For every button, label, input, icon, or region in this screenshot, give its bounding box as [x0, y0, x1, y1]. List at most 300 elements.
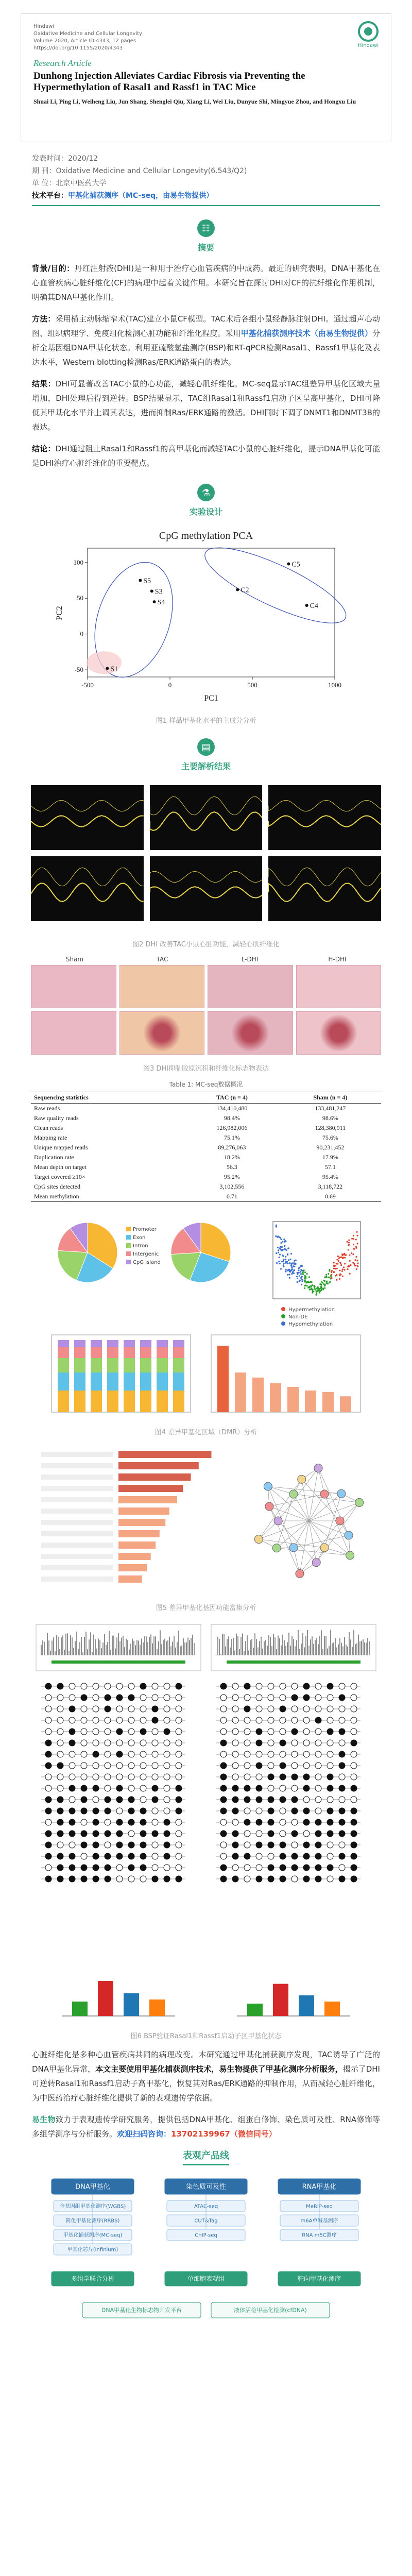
cpg-site — [351, 1842, 357, 1848]
pca-xtick-label: -500 — [81, 681, 94, 689]
cpg-site — [176, 1762, 182, 1769]
cpg-site — [256, 1762, 262, 1769]
pca-title: CpG methylation PCA — [159, 530, 253, 541]
cpg-site — [232, 1831, 238, 1837]
cpg-site — [152, 1785, 158, 1791]
volcano-point — [299, 1275, 300, 1277]
stacked-bar-segment — [140, 1340, 151, 1347]
cpg-site — [280, 1865, 286, 1871]
product-label: ChIP-seq — [195, 2232, 217, 2239]
cpg-site — [105, 1808, 111, 1814]
cpg-site — [339, 1740, 345, 1746]
volcano-point — [350, 1264, 351, 1266]
volcano-point — [276, 1225, 277, 1226]
cpg-site — [105, 1751, 111, 1757]
network-node — [345, 1531, 353, 1539]
stacked-bar-segment — [74, 1372, 85, 1391]
volcano-point — [312, 1292, 313, 1293]
stacked-bar-segment — [124, 1347, 135, 1358]
stacked-bar-segment — [58, 1347, 69, 1358]
volcano-point — [351, 1252, 352, 1254]
cpg-site — [244, 1762, 250, 1769]
volcano-point — [317, 1291, 318, 1292]
cpg-site — [105, 1706, 111, 1712]
volcano-point — [348, 1242, 350, 1243]
stacked-bar-segment — [157, 1391, 168, 1412]
cpg-site — [164, 1774, 170, 1780]
volcano-point — [342, 1268, 344, 1270]
cpg-site — [116, 1706, 123, 1712]
cpg-site — [93, 1842, 99, 1848]
cpg-site — [303, 1683, 310, 1689]
enrichment-term — [41, 1554, 113, 1559]
bsp-bar — [149, 1999, 165, 2016]
cpg-site — [45, 1694, 52, 1701]
volcano-point — [281, 1261, 283, 1262]
cpg-site — [45, 1842, 52, 1848]
cpg-site — [220, 1751, 227, 1757]
enrichment-bar — [118, 1462, 199, 1469]
cpg-site — [140, 1762, 146, 1769]
table-row — [31, 1172, 381, 1182]
paper-header — [21, 13, 391, 142]
cpg-site — [232, 1740, 238, 1746]
cpg-site — [140, 1785, 146, 1791]
cpg-site — [105, 1865, 111, 1871]
volcano-point — [297, 1281, 298, 1283]
cpg-site — [105, 1819, 111, 1825]
table-row — [31, 1153, 381, 1162]
cpg-site — [232, 1853, 238, 1859]
meta-journal-label: 期 刊： — [32, 167, 56, 175]
cpg-site — [57, 1762, 63, 1769]
cpg-site — [105, 1774, 111, 1780]
pca-ytick-label: 100 — [73, 558, 83, 566]
cpg-site — [268, 1785, 274, 1791]
volcano-point — [355, 1256, 357, 1258]
cpg-site — [339, 1842, 345, 1848]
cpg-site — [164, 1808, 170, 1814]
dmr-figure — [31, 1211, 381, 1422]
volcano-point — [331, 1274, 332, 1275]
bsp-bar — [72, 2002, 88, 2016]
cpg-site — [220, 1683, 227, 1689]
cpg-site — [57, 1842, 63, 1848]
cpg-site — [244, 1819, 250, 1825]
enrichment-term — [41, 1577, 113, 1582]
cpg-site — [105, 1785, 111, 1791]
cpg-site — [327, 1865, 333, 1871]
table-cell: Raw quality reads — [34, 1114, 79, 1122]
cpg-site — [303, 1876, 310, 1882]
stacked-bar-segment — [107, 1358, 118, 1372]
cpg-site — [69, 1842, 75, 1848]
network-node — [265, 1502, 273, 1511]
table-row — [31, 1123, 381, 1133]
volcano-point — [286, 1249, 287, 1251]
pca-ytick-label: 0 — [80, 630, 83, 638]
table-cell: 95.2% — [224, 1173, 240, 1180]
cpg-site — [339, 1785, 345, 1791]
cpg-site — [140, 1865, 146, 1871]
cpg-site — [128, 1853, 134, 1859]
cpg-site — [57, 1728, 63, 1735]
table-header-cell: TAC (n = 4) — [216, 1094, 248, 1101]
enrichment-bar — [118, 1541, 156, 1549]
volcano-point — [339, 1273, 341, 1275]
table-cell: Target covered ≥10× — [34, 1173, 85, 1180]
volcano-point — [293, 1265, 294, 1267]
dmr-bar — [235, 1372, 246, 1412]
cpg-site — [81, 1740, 87, 1746]
cpg-site — [303, 1797, 310, 1803]
volcano-point — [329, 1269, 330, 1270]
abstract-result — [32, 377, 380, 434]
journal-line: Hindawi — [33, 24, 55, 29]
abstract-background — [32, 261, 380, 304]
histology-panel — [208, 965, 293, 1008]
table-cell: 17.9% — [322, 1154, 338, 1161]
cpg-site — [315, 1819, 321, 1825]
cpg-site — [69, 1728, 75, 1735]
cpg-site — [339, 1717, 345, 1723]
table-row — [31, 1113, 381, 1123]
volcano-point — [289, 1259, 291, 1260]
cpg-site — [351, 1865, 357, 1871]
volcano-legend-dot — [281, 1314, 285, 1318]
cpg-site — [303, 1706, 310, 1712]
volcano-point — [293, 1269, 295, 1270]
volcano-point — [287, 1247, 289, 1249]
pca-ytick-label: 50 — [77, 594, 83, 602]
volcano-point — [300, 1269, 302, 1270]
cpg-site — [176, 1683, 182, 1689]
volcano-point — [349, 1254, 350, 1256]
volcano-point — [300, 1273, 302, 1275]
volcano-point — [280, 1239, 282, 1240]
cpg-site — [339, 1728, 345, 1735]
cpg-site — [45, 1876, 52, 1882]
volcano-point — [322, 1289, 324, 1290]
cpg-site — [93, 1853, 99, 1859]
cpg-site — [315, 1694, 321, 1701]
cpg-site — [176, 1797, 182, 1803]
pca-point — [106, 667, 109, 670]
volcano-legend-dot — [281, 1307, 285, 1311]
meta-date-label: 发表时间： — [32, 155, 68, 163]
cpg-site — [327, 1740, 333, 1746]
echo-panel — [31, 856, 144, 921]
cpg-site — [81, 1774, 87, 1780]
network-edge — [318, 1468, 349, 1535]
cpg-site — [128, 1683, 134, 1689]
table-title: Table 1: MC-seq数据概况 — [169, 1081, 243, 1088]
meta-journal — [32, 165, 380, 177]
meta-tech — [32, 190, 380, 202]
cpg-site — [339, 1797, 345, 1803]
cpg-site — [280, 1842, 286, 1848]
cpg-site — [315, 1751, 321, 1757]
volcano-point — [285, 1270, 286, 1272]
cpg-site — [176, 1865, 182, 1871]
volcano-point — [285, 1256, 286, 1258]
service-text: 致力于表观遗传学研究服务，提供包括DNA甲基化、组蛋白修饰、染色质可及性、RNA修饰等多组学测序与分析服务。 — [32, 2115, 380, 2139]
pca-point-label: S3 — [154, 588, 163, 596]
cpg-site — [256, 1694, 262, 1701]
cpg-site — [351, 1831, 357, 1837]
cpg-site — [256, 1751, 262, 1757]
product-label: 甲基化捕获测序(MC-seq) — [63, 2232, 123, 2239]
cpg-site — [81, 1785, 87, 1791]
volcano-point — [299, 1267, 300, 1268]
cpg-site — [140, 1694, 146, 1701]
meta-journal-value: Oxidative Medicine and Cellular Longevity(6.543/Q2) — [56, 167, 247, 175]
cpg-site — [152, 1865, 158, 1871]
meta-org — [32, 177, 380, 190]
cpg-site — [232, 1717, 238, 1723]
table-cell: 90,231,452 — [316, 1144, 345, 1151]
cpg-site — [327, 1876, 333, 1882]
product-label: ATAC-seq — [194, 2204, 218, 2210]
volcano-point — [325, 1277, 327, 1278]
cpg-site — [280, 1797, 286, 1803]
volcano-point — [339, 1275, 340, 1276]
cpg-site — [140, 1853, 146, 1859]
cpg-site — [69, 1774, 75, 1780]
cpg-site — [351, 1785, 357, 1791]
cpg-site — [45, 1819, 52, 1825]
volcano-point — [356, 1231, 357, 1233]
cpg-site — [93, 1751, 99, 1757]
volcano-point — [324, 1284, 325, 1286]
volcano-point — [283, 1239, 285, 1240]
cpg-site — [232, 1819, 238, 1825]
cpg-site — [116, 1728, 123, 1735]
cpg-site — [244, 1717, 250, 1723]
volcano-point — [280, 1268, 282, 1269]
cpg-site — [128, 1819, 134, 1825]
volcano-point — [326, 1282, 328, 1283]
cpg-site — [303, 1694, 310, 1701]
volcano-legend-label: Hypermethylation — [288, 1307, 335, 1313]
stacked-bar-segment — [173, 1358, 184, 1372]
network-node — [336, 1517, 344, 1525]
volcano-point — [283, 1264, 284, 1266]
gene-model — [227, 1660, 360, 1664]
summary-highlight: 本文主要使用甲基化捕获测序技术，易生物提供了甲基化测序分析服务， — [95, 2064, 343, 2074]
cpg-site — [164, 1706, 170, 1712]
cpg-site — [280, 1853, 286, 1859]
table-cell: 133,481,247 — [315, 1105, 346, 1112]
volcano-point — [291, 1266, 293, 1268]
volcano-point — [312, 1290, 313, 1292]
volcano-point — [333, 1266, 335, 1267]
stacked-bar-segment — [124, 1358, 135, 1372]
cpg-site — [339, 1865, 345, 1871]
stacked-bar-segment — [91, 1358, 102, 1372]
cpg-site — [45, 1774, 52, 1780]
cpg-site — [164, 1683, 170, 1689]
volcano-point — [309, 1287, 311, 1289]
bsp-bar — [324, 2002, 340, 2016]
table-cell: 57.1 — [324, 1163, 336, 1171]
cpg-site — [164, 1762, 170, 1769]
stacked-bar-segment — [173, 1391, 184, 1412]
cpg-site — [303, 1785, 310, 1791]
cpg-site — [164, 1717, 170, 1723]
cpg-site — [232, 1683, 238, 1689]
volcano-point — [284, 1245, 285, 1246]
volcano-point — [287, 1274, 288, 1276]
cpg-site — [57, 1706, 63, 1712]
volcano-point — [344, 1263, 346, 1264]
cpg-site — [140, 1842, 146, 1848]
cpg-site — [256, 1808, 262, 1814]
cpg-site — [220, 1728, 227, 1735]
cpg-site — [268, 1842, 274, 1848]
cpg-site — [140, 1797, 146, 1803]
volcano-point — [302, 1271, 304, 1273]
hist-label-sham: Sham — [65, 956, 84, 963]
stacked-bar-segment — [107, 1372, 118, 1391]
cpg-site — [69, 1797, 75, 1803]
volcano-point — [312, 1284, 313, 1286]
cpg-site — [339, 1808, 345, 1814]
cpg-site — [57, 1774, 63, 1780]
pca-caption: 图1 样品甲基化水平的主成分分析 — [156, 717, 256, 725]
stacked-bar-segment — [157, 1347, 168, 1358]
cpg-site — [69, 1706, 75, 1712]
cpg-site — [152, 1876, 158, 1882]
cpg-site — [176, 1831, 182, 1837]
bsp-bar — [98, 1981, 113, 2016]
cpg-site — [116, 1808, 123, 1814]
product-label: DNA甲基化 — [75, 2183, 110, 2191]
cpg-site — [280, 1683, 286, 1689]
cpg-site — [69, 1853, 75, 1859]
volcano-point — [356, 1235, 358, 1236]
cpg-site — [152, 1728, 158, 1735]
volcano-point — [347, 1241, 348, 1243]
volcano-point — [354, 1259, 356, 1261]
cpg-site — [268, 1865, 274, 1871]
enrichment-term — [41, 1452, 113, 1457]
volcano-point — [348, 1249, 349, 1250]
volcano-point — [317, 1286, 319, 1288]
product-label: 液体活检甲基化检测(cfDNA) — [234, 2307, 307, 2314]
cpg-site — [69, 1762, 75, 1769]
cpg-site — [164, 1728, 170, 1735]
cpg-site — [280, 1819, 286, 1825]
cpg-site — [152, 1819, 158, 1825]
cpg-site — [244, 1808, 250, 1814]
volcano-point — [349, 1273, 351, 1275]
product-label: 单细胞表观组 — [187, 2275, 225, 2282]
cpg-site — [351, 1706, 357, 1712]
cpg-site — [140, 1831, 146, 1837]
cpg-site — [351, 1751, 357, 1757]
dmr-bar — [287, 1387, 299, 1412]
cpg-site — [128, 1785, 134, 1791]
table-cell: 0.71 — [226, 1193, 237, 1200]
contact-number[interactable]: 13702139967（微信同号） — [171, 2129, 277, 2139]
stacked-bar-segment — [157, 1372, 168, 1391]
cpg-site — [315, 1876, 321, 1882]
pca-point — [150, 589, 153, 592]
cpg-site — [291, 1853, 298, 1859]
cpg-site — [81, 1853, 87, 1859]
cpg-site — [93, 1740, 99, 1746]
cpg-site — [315, 1740, 321, 1746]
cpg-site — [116, 1785, 123, 1791]
stacked-bar-segment — [58, 1340, 69, 1347]
cpg-site — [164, 1831, 170, 1837]
table-cell: Duplication rate — [34, 1154, 74, 1161]
cpg-site — [152, 1751, 158, 1757]
volcano-point — [280, 1248, 281, 1250]
cpg-site — [81, 1831, 87, 1837]
volcano-point — [278, 1251, 279, 1253]
cpg-site — [232, 1785, 238, 1791]
cpg-site — [128, 1808, 134, 1814]
cpg-site — [268, 1740, 274, 1746]
logo-text: Hindawi — [357, 43, 379, 48]
volcano-legend-dot — [281, 1321, 285, 1326]
enrichment-bar — [118, 1530, 160, 1537]
pca-point-label: C4 — [310, 602, 318, 611]
fig5-caption: 图5 差异甲基化基因功能富集分析 — [156, 1604, 256, 1612]
volcano-point — [318, 1288, 320, 1290]
pca-point — [305, 604, 308, 607]
cpg-site — [45, 1785, 52, 1791]
cpg-site — [45, 1808, 52, 1814]
cpg-site — [315, 1842, 321, 1848]
cpg-site — [164, 1819, 170, 1825]
volcano-point — [336, 1274, 337, 1276]
cpg-site — [256, 1706, 262, 1712]
volcano-point — [353, 1235, 354, 1236]
volcano-point — [304, 1280, 305, 1281]
volcano-point — [331, 1270, 333, 1272]
cpg-site — [232, 1774, 238, 1780]
volcano-point — [293, 1273, 295, 1274]
volcano-point — [345, 1255, 346, 1256]
cpg-site — [256, 1774, 262, 1780]
volcano-point — [355, 1239, 357, 1240]
dmr-bar — [322, 1392, 334, 1412]
volcano-point — [336, 1279, 337, 1281]
cpg-site — [244, 1797, 250, 1803]
table-cell: 75.6% — [322, 1134, 338, 1141]
cpg-site — [268, 1797, 274, 1803]
dmr-bar — [305, 1391, 316, 1412]
cpg-site — [116, 1831, 123, 1837]
volcano-point — [291, 1273, 293, 1275]
histology-panel — [296, 965, 382, 1008]
cpg-site — [93, 1831, 99, 1837]
cpg-site — [280, 1740, 286, 1746]
pca-xlabel: PC1 — [204, 694, 218, 703]
chart-icon: ▤ — [197, 738, 215, 756]
volcano-point — [287, 1263, 288, 1264]
volcano-point — [333, 1268, 335, 1269]
cpg-site — [45, 1831, 52, 1837]
meta-org-label: 单 位： — [32, 179, 56, 188]
cpg-site — [268, 1853, 274, 1859]
table-header-cell: Sequencing statistics — [34, 1094, 89, 1101]
cpg-site — [315, 1706, 321, 1712]
volcano-point — [300, 1271, 301, 1273]
